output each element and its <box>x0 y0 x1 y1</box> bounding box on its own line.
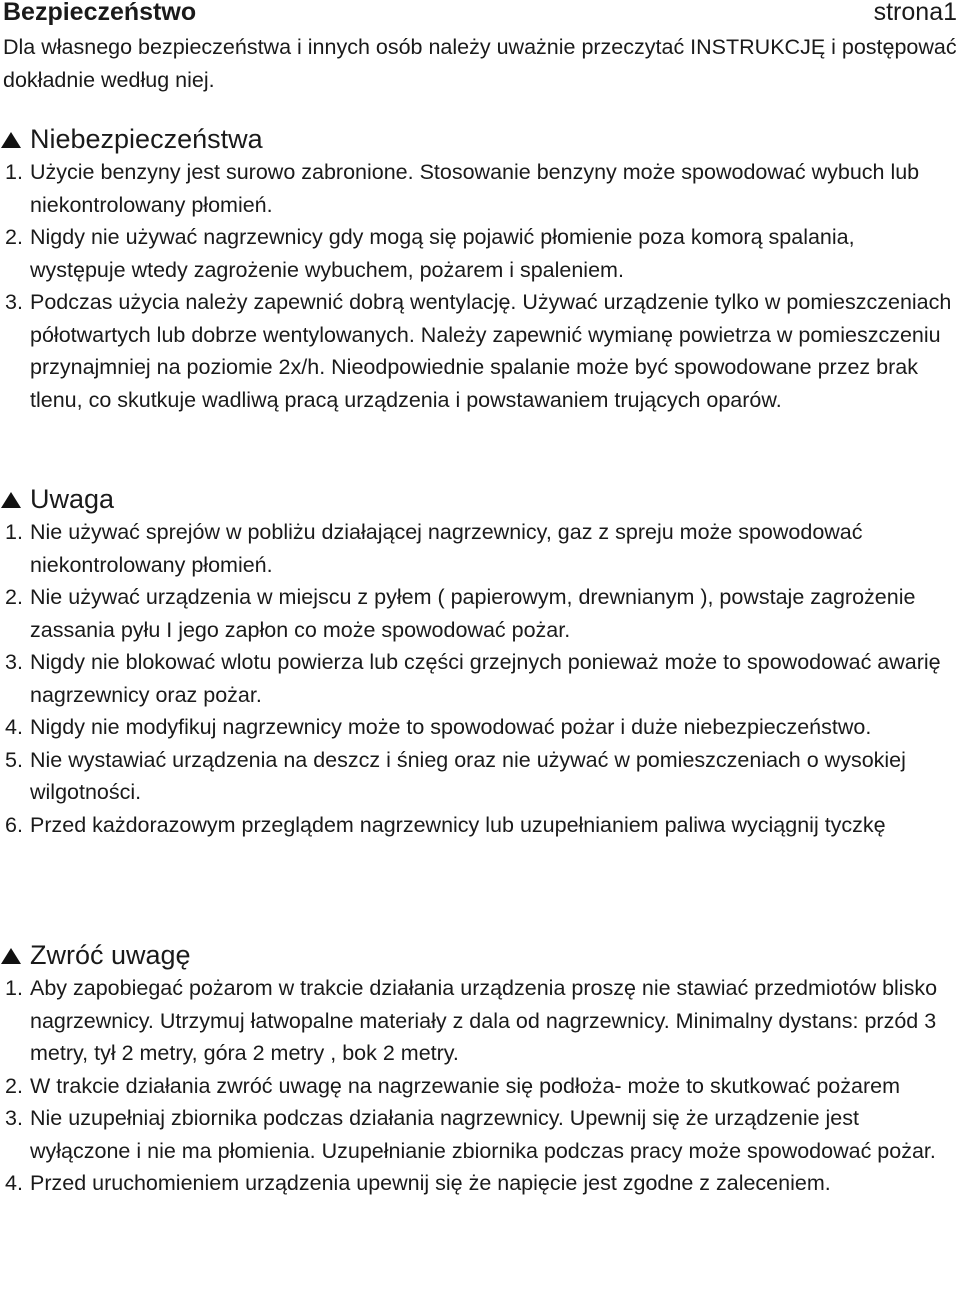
page-title: Bezpieczeństwo <box>3 0 197 26</box>
item-text: Nigdy nie blokować wlotu powierza lub części grzejnych ponieważ może to spowodować awarię nagrzewnicy oraz pożar. <box>30 650 941 707</box>
list-item <box>0 1102 960 1167</box>
item-number: 1. <box>5 160 23 184</box>
list-item <box>0 711 960 744</box>
section-heading-text: Uwaga <box>30 484 115 514</box>
section-uwaga <box>0 482 960 841</box>
item-list <box>0 156 960 416</box>
section-heading-text: Niebezpieczeństwa <box>30 124 263 154</box>
item-number: 2. <box>5 225 23 249</box>
item-number: 1. <box>5 520 23 544</box>
list-item <box>0 1167 960 1200</box>
item-text: Nie wystawiać urządzenia na deszcz i śnieg oraz nie używać w pomieszczeniach o wysokiej wilgotności. <box>30 747 906 804</box>
warning-triangle-icon <box>1 492 21 508</box>
warning-triangle-icon <box>1 948 21 964</box>
list-item <box>0 221 960 286</box>
list-item <box>0 809 960 842</box>
item-text: Użycie benzyny jest surowo zabronione. Stosowanie benzyny może spowodować wybuch lub niekontrolowany płomień. <box>30 160 920 217</box>
item-text: Podczas użycia należy zapewnić dobrą wentylację. Używać urządzenie tylko w pomieszczeniach półotwartych lub dobrze wentylowanych. Należy zapewnić wymianę powietrza w pomieszczeniu przynajmniej na poziomie 2x/h. Nieodpowiednie spalanie może być spowodowane przez brak tlenu, co skutkuje wadliwą pracą urządzenia i powstawaniem trujących oparów. <box>30 290 952 412</box>
page-number: strona1 <box>873 0 957 26</box>
item-number: 2. <box>5 585 23 609</box>
item-text: Nigdy nie modyfikuj nagrzewnicy może to spowodować pożar i duże niebezpieczeństwo. <box>30 715 872 739</box>
item-number: 1. <box>5 976 23 1000</box>
section-heading <box>0 938 960 972</box>
item-text: Nie używać urządzenia w miejscu z pyłem ( papierowym, drewnianym ), powstaje zagrożenie zassania pyłu I jego zapłon co może spowodować pożar. <box>30 585 916 642</box>
item-text: Nie uzupełniaj zbiornika podczas działania nagrzewnicy. Upewnij się że urządzenie jest wyłączone i nie ma płomienia. Uzupełnianie zbiornika podczas pracy może spowodować pożar. <box>30 1106 936 1163</box>
intro-paragraph: Dla własnego bezpieczeństwa i innych osób należy uważnie przeczytać INSTRUKCJĘ i postępować dokładnie według niej. <box>3 35 957 92</box>
item-text: Przed każdorazowym przeglądem nagrzewnicy lub uzupełnianiem paliwa wyciągnij tyczkę <box>30 812 886 837</box>
item-number: 3. <box>5 650 23 674</box>
item-text: Nie używać sprejów w pobliżu działającej nagrzewnicy, gaz z spreju może spowodować niekontrolowany płomień. <box>30 520 863 577</box>
item-number: 6. <box>5 812 23 837</box>
item-number: 4. <box>5 1171 23 1195</box>
item-number: 2. <box>5 1073 23 1098</box>
list-item <box>0 646 960 711</box>
section-heading-text: Zwróć uwagę <box>30 940 191 970</box>
item-number: 5. <box>5 747 23 772</box>
list-item <box>0 744 960 809</box>
list-item <box>0 1070 960 1103</box>
list-item <box>0 156 960 221</box>
section-niebezpieczenstwa <box>0 122 960 416</box>
section-zwroc-uwage <box>0 938 960 1200</box>
item-text: Aby zapobiegać pożarom w trakcie działania urządzenia proszę nie stawiać przedmiotów blisko nagrzewnicy. Utrzymuj łatwopalne materiały z dala od nagrzewnicy. Minimalny dystans: przód 3 metry, tył 2 metry, góra 2 metry , bok 2 metry. <box>30 976 938 1065</box>
item-number: 3. <box>5 290 23 314</box>
item-number: 3. <box>5 1106 23 1130</box>
list-item <box>0 581 960 646</box>
page-header <box>0 0 960 30</box>
item-text: Przed uruchomieniem urządzenia upewnij się że napięcie jest zgodne z zaleceniem. <box>30 1171 831 1195</box>
list-item <box>0 286 960 416</box>
list-item <box>0 972 960 1070</box>
item-text: W trakcie działania zwróć uwagę na nagrzewanie się podłoża- może to skutkować pożarem <box>30 1073 900 1098</box>
section-heading <box>0 482 960 516</box>
item-list <box>0 972 960 1200</box>
item-text: Nigdy nie używać nagrzewnicy gdy mogą się pojawić płomienie poza komorą spalania, występuje wtedy zagrożenie wybuchem, pożarem i spaleniem. <box>30 225 855 282</box>
warning-triangle-icon <box>1 132 21 148</box>
list-item <box>0 516 960 581</box>
item-list <box>0 516 960 841</box>
item-number: 4. <box>5 715 23 739</box>
section-heading <box>0 122 960 156</box>
